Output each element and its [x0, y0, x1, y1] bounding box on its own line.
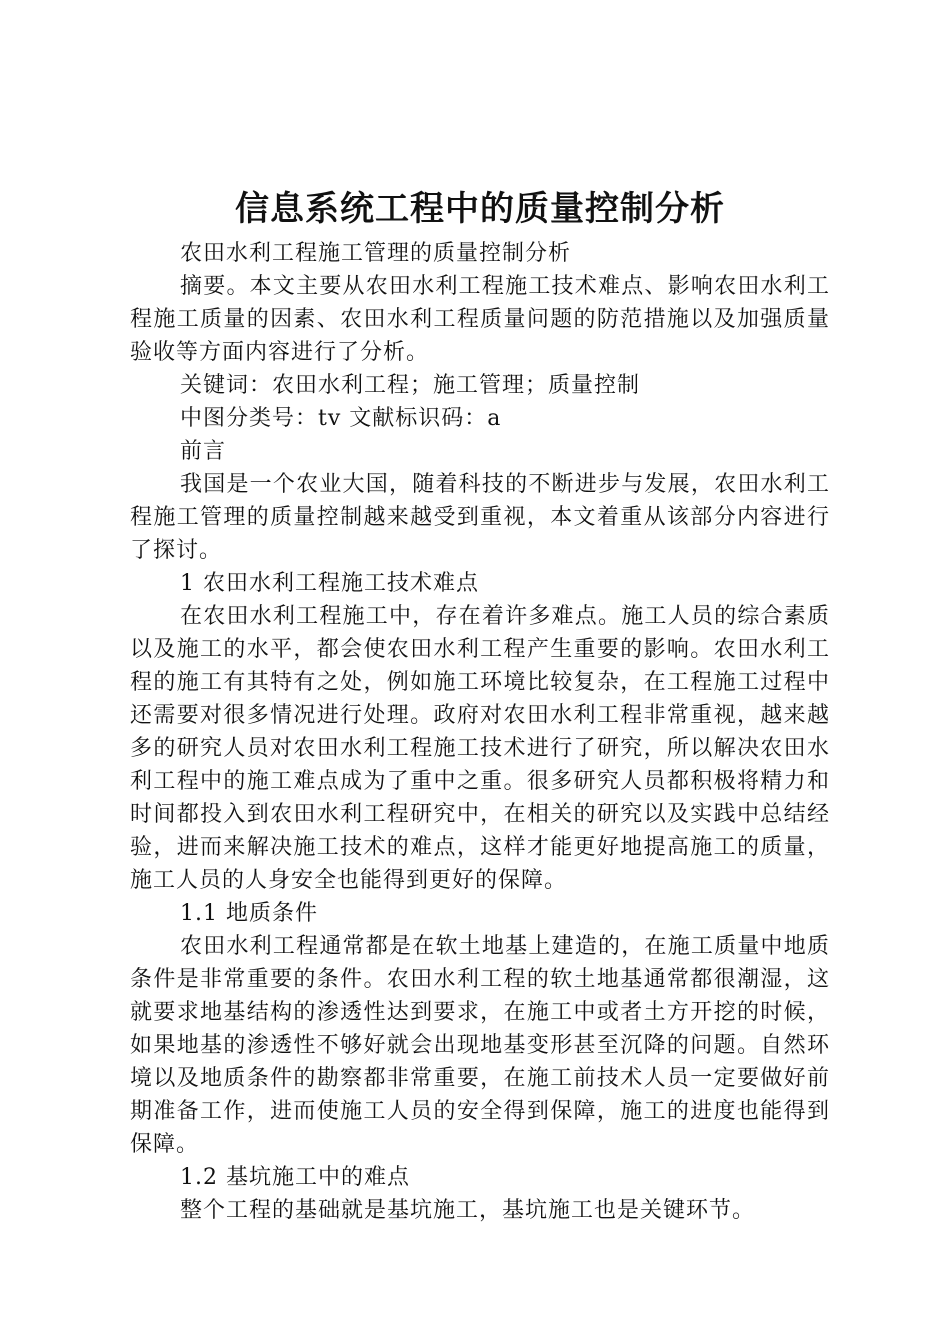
paragraph-keywords: 关键词：农田水利工程；施工管理；质量控制: [180, 373, 641, 398]
paragraph-preface: 我国是一个农业大国，随着科技的不断进步与发展，农田水利工程施工管理的质量控制越来越受到重视，本文着重从该部分内容进行了探讨。: [130, 472, 830, 563]
paragraph-section-1-1: 农田水利工程通常都是在软土地基上建造的，在施工质量中地质条件是非常重要的条件。农田水利工程的软土地基通常都很潮湿，这就要求地基结构的渗透性达到要求，在施工中或者土方开挖的时候，如果地基的渗透性不够好就会出现地基变形甚至沉降的问题。自然环境以及地质条件的勘察都非常重要，在施工前技术人员一定要做好前期准备工作，进而使施工人员的安全得到保障，施工的进度也能得到保障。: [130, 934, 830, 1157]
paragraph-classification: 中图分类号：tv 文献标识码：a: [180, 406, 502, 431]
heading-section-1: 1 农田水利工程施工技术难点: [180, 571, 479, 596]
paragraph-section-1-2: 整个工程的基础就是基坑施工，基坑施工也是关键环节。: [180, 1198, 756, 1223]
paragraph-abstract: 摘要。本文主要从农田水利工程施工技术难点、影响农田水利工程施工质量的因素、农田水利工程质量问题的防范措施以及加强质量验收等方面内容进行了分析。: [130, 274, 830, 365]
heading-preface: 前言: [180, 439, 227, 464]
heading-section-1-2: 1.2 基坑施工中的难点: [180, 1165, 410, 1190]
document-title: 信息系统工程中的质量控制分析: [235, 189, 725, 229]
document-page: [130, 185, 830, 1227]
paragraph-subtitle: 农田水利工程施工管理的质量控制分析: [180, 241, 572, 266]
heading-section-1-1: 1.1 地质条件: [180, 901, 318, 926]
paragraph-section-1: 在农田水利工程施工中，存在着许多难点。施工人员的综合素质以及施工的水平，都会使农田水利工程产生重要的影响。农田水利工程的施工有其特有之处，例如施工环境比较复杂，在工程施工过程中还需要对很多情况进行处理。政府对农田水利工程非常重视，越来越多的研究人员对农田水利工程施工技术进行了研究，所以解决农田水利工程中的施工难点成为了重中之重。很多研究人员都积极将精力和时间都投入到农田水利工程研究中，在相关的研究以及实践中总结经验，进而来解决施工技术的难点，这样才能更好地提高施工的质量，施工人员的人身安全也能得到更好的保障。: [130, 604, 830, 893]
